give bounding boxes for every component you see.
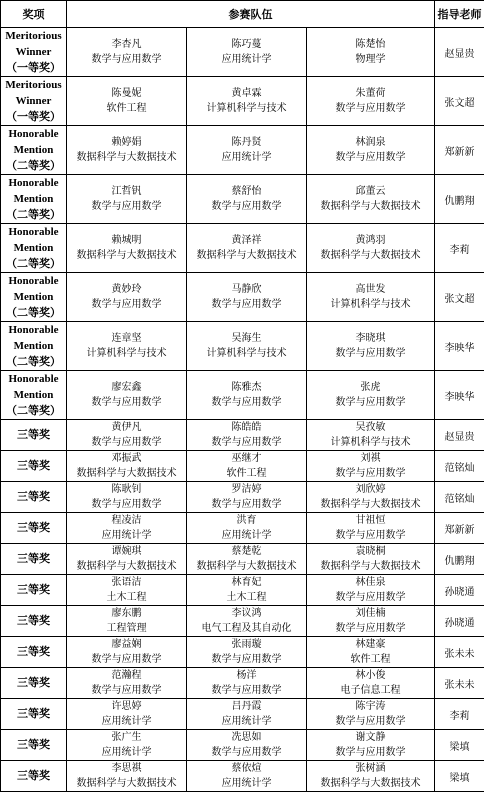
- member-major: 数学与应用数学: [67, 652, 186, 667]
- member-major: 数据科学与大数据技术: [307, 248, 434, 263]
- award-line: 三等奖: [1, 489, 66, 505]
- member-name: 李议鸿: [187, 606, 306, 621]
- team-member-cell: [67, 575, 187, 606]
- award-line: Mention: [1, 142, 66, 158]
- member-name: 黄卓霖: [187, 86, 306, 101]
- member-name: 陈皓皓: [187, 420, 306, 435]
- member-major: 数学与应用数学: [307, 714, 434, 729]
- member-major: 数学与应用数学: [187, 745, 306, 760]
- award-line: 三等奖: [1, 520, 66, 536]
- member-major: 物理学: [307, 52, 434, 67]
- team-member-cell: [67, 513, 187, 544]
- header-award: 奖项: [1, 1, 67, 28]
- member-name: 张树涵: [307, 761, 434, 776]
- award-line: Honorable: [1, 322, 66, 338]
- team-member-cell: [187, 175, 307, 224]
- team-member-cell: [307, 273, 435, 322]
- member-major: 数学与应用数学: [307, 590, 434, 605]
- member-major: 数据科学与大数据技术: [67, 559, 186, 574]
- member-name: 邓振武: [67, 451, 186, 466]
- award-line: 三等奖: [1, 582, 66, 598]
- member-major: 数据科学与大数据技术: [307, 776, 434, 791]
- member-name: 江哲钒: [67, 184, 186, 199]
- award-cell: [1, 175, 67, 224]
- award-line: （二等奖）: [1, 158, 66, 174]
- member-name: 李杏凡: [67, 37, 186, 52]
- award-cell: [1, 273, 67, 322]
- team-member-cell: [187, 606, 307, 637]
- award-line: Winner: [1, 93, 66, 109]
- award-line: Mention: [1, 191, 66, 207]
- award-cell: [1, 322, 67, 371]
- table-row: [1, 224, 484, 273]
- team-member-cell: [187, 730, 307, 761]
- award-cell: [1, 451, 67, 482]
- member-major: 计算机科学与技术: [187, 101, 306, 116]
- member-major: 应用统计学: [187, 528, 306, 543]
- member-name: 陈耿钊: [67, 482, 186, 497]
- member-name: 洪育: [187, 513, 306, 528]
- member-name: 连章坚: [67, 331, 186, 346]
- teacher-cell: 孙晓通: [435, 606, 484, 637]
- team-member-cell: [307, 451, 435, 482]
- team-member-cell: [187, 126, 307, 175]
- team-member-cell: [307, 482, 435, 513]
- teacher-cell: 李莉: [435, 224, 484, 273]
- award-line: （二等奖）: [1, 354, 66, 370]
- member-name: 吴孜敏: [307, 420, 434, 435]
- team-member-cell: [67, 77, 187, 126]
- member-major: 数学与应用数学: [307, 101, 434, 116]
- member-major: 应用统计学: [187, 714, 306, 729]
- member-major: 数学与应用数学: [187, 395, 306, 410]
- team-member-cell: [187, 273, 307, 322]
- team-member-cell: [187, 668, 307, 699]
- member-major: 数据科学与大数据技术: [67, 150, 186, 165]
- team-member-cell: [67, 224, 187, 273]
- member-major: 数学与应用数学: [187, 199, 306, 214]
- member-name: 谢文静: [307, 730, 434, 745]
- team-member-cell: [307, 175, 435, 224]
- team-member-cell: [307, 371, 435, 420]
- member-major: 工程管理: [67, 621, 186, 636]
- award-cell: [1, 730, 67, 761]
- award-line: 三等奖: [1, 458, 66, 474]
- award-line: 三等奖: [1, 613, 66, 629]
- member-major: 应用统计学: [187, 52, 306, 67]
- award-line: Mention: [1, 240, 66, 256]
- award-cell: [1, 420, 67, 451]
- member-major: 数学与应用数学: [187, 497, 306, 512]
- award-cell: [1, 761, 67, 792]
- award-line: （二等奖）: [1, 207, 66, 223]
- member-name: 吴海生: [187, 331, 306, 346]
- award-cell: [1, 637, 67, 668]
- table-row: [1, 575, 484, 606]
- teacher-cell: 张未未: [435, 668, 484, 699]
- team-member-cell: [187, 544, 307, 575]
- teacher-cell: 赵显贵: [435, 420, 484, 451]
- award-line: （二等奖）: [1, 305, 66, 321]
- member-name: 陈宇涛: [307, 699, 434, 714]
- table-row: [1, 126, 484, 175]
- table-row: [1, 699, 484, 730]
- team-member-cell: [67, 637, 187, 668]
- member-major: 数据科学与大数据技术: [67, 466, 186, 481]
- teacher-cell: 孙晓通: [435, 575, 484, 606]
- member-major: 土木工程: [187, 590, 306, 605]
- table-row: [1, 513, 484, 544]
- table-row: [1, 482, 484, 513]
- member-name: 刘欣婷: [307, 482, 434, 497]
- member-major: 数据科学与大数据技术: [67, 776, 186, 791]
- member-major: 数学与应用数学: [67, 395, 186, 410]
- team-member-cell: [307, 544, 435, 575]
- member-name: 刘佳楠: [307, 606, 434, 621]
- award-line: Honorable: [1, 273, 66, 289]
- teacher-cell: 梁填: [435, 730, 484, 761]
- member-major: 计算机科学与技术: [187, 346, 306, 361]
- table-row: [1, 420, 484, 451]
- teacher-cell: 李映华: [435, 322, 484, 371]
- award-line: Meritorious: [1, 28, 66, 44]
- member-name: 廖宏鑫: [67, 380, 186, 395]
- member-major: 应用统计学: [67, 745, 186, 760]
- team-member-cell: [307, 730, 435, 761]
- member-major: 软件工程: [307, 652, 434, 667]
- member-major: 软件工程: [187, 466, 306, 481]
- award-line: 三等奖: [1, 675, 66, 691]
- member-major: 计算机科学与技术: [307, 435, 434, 450]
- award-line: 三等奖: [1, 737, 66, 753]
- award-line: 三等奖: [1, 427, 66, 443]
- table-row: [1, 371, 484, 420]
- member-name: 李晓琪: [307, 331, 434, 346]
- member-name: 谭婉琪: [67, 544, 186, 559]
- team-member-cell: [67, 730, 187, 761]
- member-major: 数学与应用数学: [307, 528, 434, 543]
- award-line: 三等奖: [1, 644, 66, 660]
- member-major: 数学与应用数学: [307, 395, 434, 410]
- member-name: 吕丹霞: [187, 699, 306, 714]
- teacher-cell: 仇鹏翔: [435, 175, 484, 224]
- team-member-cell: [187, 224, 307, 273]
- award-cell: [1, 224, 67, 273]
- member-name: 袁晓桐: [307, 544, 434, 559]
- member-major: 数据科学与大数据技术: [307, 559, 434, 574]
- team-member-cell: [67, 482, 187, 513]
- team-member-cell: [307, 322, 435, 371]
- member-major: 数学与应用数学: [67, 297, 186, 312]
- member-name: 赖城明: [67, 233, 186, 248]
- team-member-cell: [307, 668, 435, 699]
- teacher-cell: 范铭灿: [435, 482, 484, 513]
- team-member-cell: [67, 420, 187, 451]
- member-name: 张广生: [67, 730, 186, 745]
- team-member-cell: [67, 606, 187, 637]
- member-name: 朱董荷: [307, 86, 434, 101]
- award-line: Mention: [1, 289, 66, 305]
- award-cell: [1, 513, 67, 544]
- member-name: 邱董云: [307, 184, 434, 199]
- member-major: 数学与应用数学: [307, 150, 434, 165]
- member-major: 数学与应用数学: [307, 745, 434, 760]
- member-name: 林小俊: [307, 668, 434, 683]
- member-name: 陈楚怡: [307, 37, 434, 52]
- member-major: 应用统计学: [67, 714, 186, 729]
- team-member-cell: [67, 451, 187, 482]
- member-major: 数学与应用数学: [187, 297, 306, 312]
- table-row: [1, 544, 484, 575]
- teacher-cell: 李映华: [435, 371, 484, 420]
- team-member-cell: [307, 28, 435, 77]
- table-row: [1, 273, 484, 322]
- member-major: 软件工程: [67, 101, 186, 116]
- member-name: 廖东鹏: [67, 606, 186, 621]
- member-name: 林润泉: [307, 135, 434, 150]
- member-name: 冼思如: [187, 730, 306, 745]
- member-major: 数学与应用数学: [67, 683, 186, 698]
- member-name: 程凌洁: [67, 513, 186, 528]
- team-member-cell: [187, 699, 307, 730]
- member-name: 马静欣: [187, 282, 306, 297]
- team-member-cell: [67, 544, 187, 575]
- table-row: [1, 175, 484, 224]
- member-major: 应用统计学: [67, 528, 186, 543]
- award-cell: [1, 28, 67, 77]
- team-member-cell: [187, 451, 307, 482]
- member-major: 计算机科学与技术: [307, 297, 434, 312]
- member-major: 电子信息工程: [307, 683, 434, 698]
- member-name: 陈巧蔓: [187, 37, 306, 52]
- team-member-cell: [187, 637, 307, 668]
- member-name: 蔡依煊: [187, 761, 306, 776]
- team-member-cell: [307, 761, 435, 792]
- award-line: （二等奖）: [1, 256, 66, 272]
- team-member-cell: [307, 606, 435, 637]
- award-line: 三等奖: [1, 551, 66, 567]
- team-member-cell: [307, 637, 435, 668]
- member-major: 数据科学与大数据技术: [187, 559, 306, 574]
- award-cell: [1, 606, 67, 637]
- award-cell: [1, 482, 67, 513]
- member-name: 巫继才: [187, 451, 306, 466]
- member-name: 黄鸿羽: [307, 233, 434, 248]
- member-name: 罗洁婷: [187, 482, 306, 497]
- team-member-cell: [307, 77, 435, 126]
- team-member-cell: [187, 761, 307, 792]
- award-line: 三等奖: [1, 706, 66, 722]
- teacher-cell: 范铭灿: [435, 451, 484, 482]
- team-member-cell: [307, 699, 435, 730]
- award-line: 三等奖: [1, 768, 66, 784]
- member-name: 林建豪: [307, 637, 434, 652]
- table-row: [1, 322, 484, 371]
- member-name: 陈丹贤: [187, 135, 306, 150]
- teacher-cell: 梁填: [435, 761, 484, 792]
- member-name: 黄伊凡: [67, 420, 186, 435]
- member-major: 数学与应用数学: [187, 652, 306, 667]
- member-major: 计算机科学与技术: [67, 346, 186, 361]
- team-member-cell: [67, 273, 187, 322]
- team-member-cell: [67, 371, 187, 420]
- member-name: 杨洋: [187, 668, 306, 683]
- header-row: [1, 1, 484, 28]
- table-row: [1, 28, 484, 77]
- member-major: 数学与应用数学: [67, 52, 186, 67]
- award-line: Honorable: [1, 126, 66, 142]
- member-major: 数学与应用数学: [187, 683, 306, 698]
- member-name: 黄妙玲: [67, 282, 186, 297]
- member-name: 张雨璇: [187, 637, 306, 652]
- member-major: 数据科学与大数据技术: [307, 497, 434, 512]
- award-cell: [1, 699, 67, 730]
- member-name: 甘祖恒: [307, 513, 434, 528]
- award-line: Honorable: [1, 371, 66, 387]
- award-cell: [1, 544, 67, 575]
- team-member-cell: [307, 575, 435, 606]
- member-major: 数学与应用数学: [67, 199, 186, 214]
- award-cell: [1, 575, 67, 606]
- member-name: 赖婷娟: [67, 135, 186, 150]
- team-member-cell: [187, 77, 307, 126]
- member-major: 应用统计学: [187, 776, 306, 791]
- member-major: 应用统计学: [187, 150, 306, 165]
- teacher-cell: 郑新新: [435, 513, 484, 544]
- member-name: 许思婷: [67, 699, 186, 714]
- team-member-cell: [67, 322, 187, 371]
- member-name: 范瀚程: [67, 668, 186, 683]
- teacher-cell: 张文超: [435, 273, 484, 322]
- teacher-cell: 张文超: [435, 77, 484, 126]
- team-member-cell: [187, 28, 307, 77]
- member-name: 高世发: [307, 282, 434, 297]
- team-member-cell: [307, 513, 435, 544]
- team-member-cell: [187, 482, 307, 513]
- team-member-cell: [187, 322, 307, 371]
- award-line: Mention: [1, 338, 66, 354]
- member-major: 数据科学与大数据技术: [67, 248, 186, 263]
- member-major: 数学与应用数学: [307, 346, 434, 361]
- team-member-cell: [67, 761, 187, 792]
- team-member-cell: [187, 371, 307, 420]
- table-row: [1, 77, 484, 126]
- table-row: [1, 668, 484, 699]
- team-member-cell: [67, 175, 187, 224]
- member-name: 李思祺: [67, 761, 186, 776]
- award-cell: [1, 77, 67, 126]
- teacher-cell: 仇鹏翔: [435, 544, 484, 575]
- header-team: 参赛队伍: [67, 1, 435, 28]
- award-line: （二等奖）: [1, 403, 66, 419]
- member-name: 张语洁: [67, 575, 186, 590]
- member-name: 黄泽祥: [187, 233, 306, 248]
- member-major: 数学与应用数学: [307, 466, 434, 481]
- member-major: 数学与应用数学: [67, 497, 186, 512]
- award-cell: [1, 126, 67, 175]
- teacher-cell: 赵显贵: [435, 28, 484, 77]
- team-member-cell: [307, 420, 435, 451]
- member-name: 林佳泉: [307, 575, 434, 590]
- member-major: 土木工程: [67, 590, 186, 605]
- award-line: Mention: [1, 387, 66, 403]
- award-line: （一等奖）: [1, 60, 66, 76]
- team-member-cell: [67, 699, 187, 730]
- member-name: 蔡楚乾: [187, 544, 306, 559]
- teacher-cell: 郑新新: [435, 126, 484, 175]
- member-major: 电气工程及其自动化: [187, 621, 306, 636]
- team-member-cell: [67, 28, 187, 77]
- member-major: 数学与应用数学: [67, 435, 186, 450]
- member-name: 张虎: [307, 380, 434, 395]
- member-major: 数据科学与大数据技术: [187, 248, 306, 263]
- member-name: 林育妃: [187, 575, 306, 590]
- member-name: 陈曼妮: [67, 86, 186, 101]
- team-member-cell: [307, 224, 435, 273]
- team-member-cell: [187, 513, 307, 544]
- team-member-cell: [67, 126, 187, 175]
- teacher-cell: 张未未: [435, 637, 484, 668]
- table-row: [1, 761, 484, 792]
- award-line: Meritorious: [1, 77, 66, 93]
- team-member-cell: [187, 575, 307, 606]
- team-member-cell: [187, 420, 307, 451]
- table-row: [1, 451, 484, 482]
- award-line: Honorable: [1, 175, 66, 191]
- member-name: 蔡舒怡: [187, 184, 306, 199]
- award-line: （一等奖）: [1, 109, 66, 125]
- team-member-cell: [307, 126, 435, 175]
- header-teacher: 指导老师: [435, 1, 484, 28]
- award-line: Winner: [1, 44, 66, 60]
- member-major: 数学与应用数学: [187, 435, 306, 450]
- team-member-cell: [67, 668, 187, 699]
- member-name: 刘祺: [307, 451, 434, 466]
- member-major: 数据科学与大数据技术: [307, 199, 434, 214]
- member-name: 陈雅杰: [187, 380, 306, 395]
- award-cell: [1, 668, 67, 699]
- award-line: Honorable: [1, 224, 66, 240]
- table-row: [1, 730, 484, 761]
- member-major: 数学与应用数学: [307, 621, 434, 636]
- teacher-cell: 李莉: [435, 699, 484, 730]
- table-row: [1, 637, 484, 668]
- award-cell: [1, 371, 67, 420]
- member-name: 廖益娴: [67, 637, 186, 652]
- table-row: [1, 606, 484, 637]
